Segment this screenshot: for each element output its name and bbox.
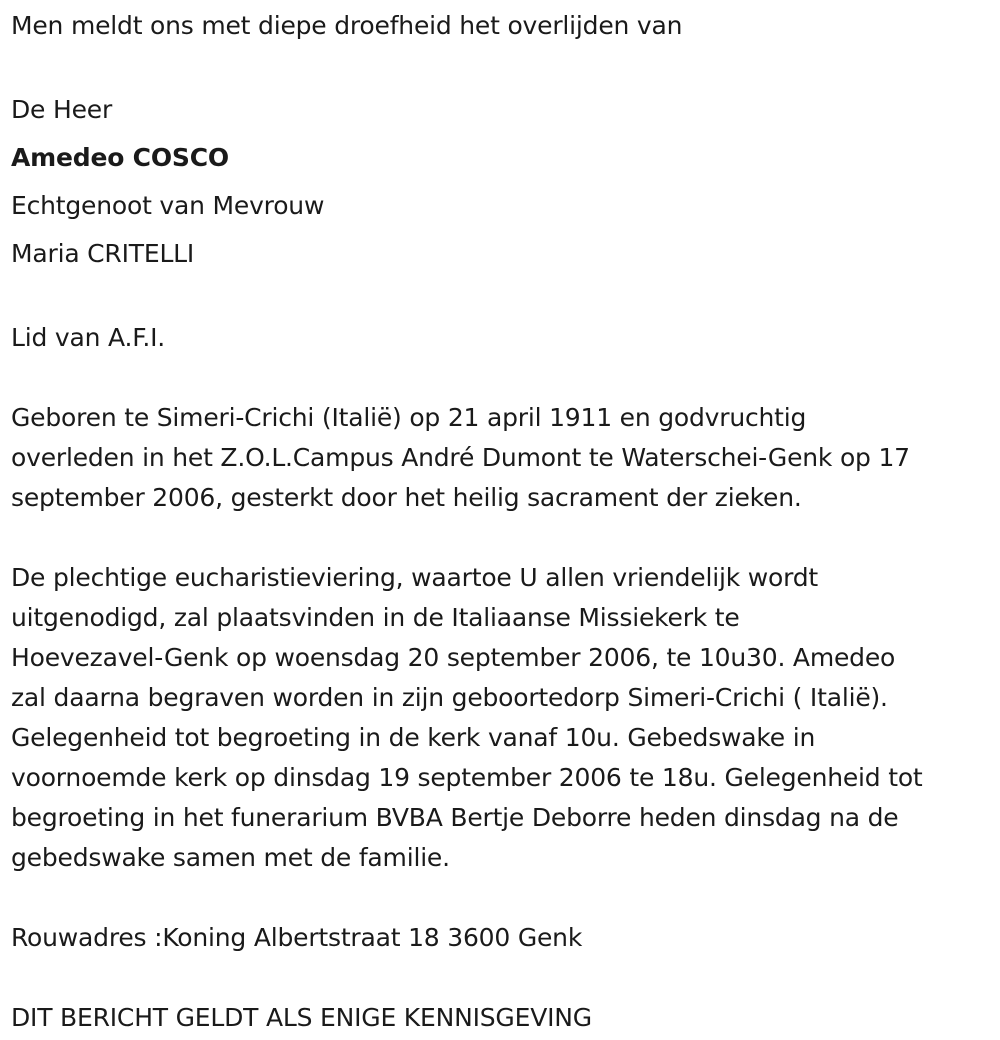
honorific: De Heer <box>11 95 113 124</box>
paragraph-line: voornoemde kerk op dinsdag 19 september 2006 te 18u. Gelegenheid tot <box>11 763 923 792</box>
spouse-name: Maria CRITELLI <box>11 239 195 268</box>
birth-death-paragraph <box>11 398 993 518</box>
mourning-address: Rouwadres :Koning Albertstraat 18 3600 Genk <box>11 923 583 952</box>
closing-statement: DIT BERICHT GELDT ALS ENIGE KENNISGEVING <box>11 1003 592 1032</box>
ceremony-paragraph <box>11 558 993 878</box>
deceased-name: Amedeo COSCO <box>11 143 229 172</box>
paragraph-line: gebedswake samen met de familie. <box>11 843 450 872</box>
spouse-label: Echtgenoot van Mevrouw <box>11 191 325 220</box>
spacer <box>11 958 993 998</box>
paragraph-line: september 2006, gesterkt door het heilig sacrament der zieken. <box>11 483 802 512</box>
paragraph-line: Hoevezavel-Genk op woensdag 20 september 2006, te 10u30. Amedeo <box>11 643 896 672</box>
paragraph-line: begroeting in het funerarium BVBA Bertje Deborre heden dinsdag na de <box>11 803 899 832</box>
paragraph-line: overleden in het Z.O.L.Campus André Dumont te Waterschei-Genk op 17 <box>11 443 910 472</box>
membership: Lid van A.F.I. <box>11 323 166 352</box>
spacer <box>11 278 993 318</box>
paragraph-line: Geboren te Simeri-Crichi (Italië) op 21 april 1911 en godvruchtig <box>11 403 807 432</box>
spacer <box>11 46 993 86</box>
intro-text: Men meldt ons met diepe droefheid het overlijden van <box>11 11 683 40</box>
spacer <box>11 358 993 398</box>
spacer <box>11 518 993 558</box>
death-notice <box>11 6 993 1038</box>
spacer <box>11 878 993 918</box>
paragraph-line: Gelegenheid tot begroeting in de kerk vanaf 10u. Gebedswake in <box>11 723 816 752</box>
paragraph-line: De plechtige eucharistieviering, waartoe U allen vriendelijk wordt <box>11 563 819 592</box>
paragraph-line: uitgenodigd, zal plaatsvinden in de Italiaanse Missiekerk te <box>11 603 740 632</box>
paragraph-line: zal daarna begraven worden in zijn geboortedorp Simeri-Crichi ( Italië). <box>11 683 888 712</box>
